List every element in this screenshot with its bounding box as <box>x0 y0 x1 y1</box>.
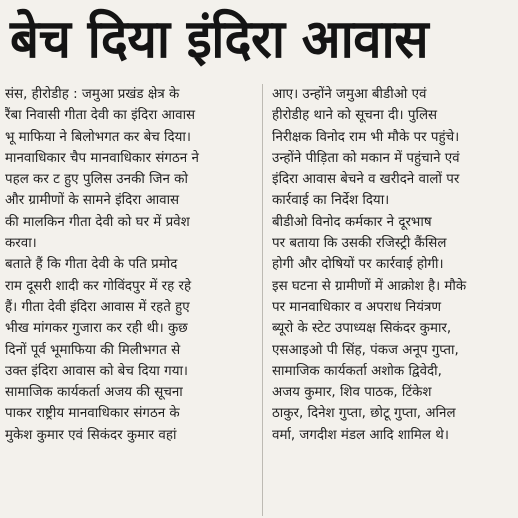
text-line: कार्रवाई का निर्देश दिया। <box>272 193 390 209</box>
text-line: होगी और दोषियों पर कार्रवाई होगी। <box>272 257 444 273</box>
text-line: पर बताया कि उसकी रजिस्ट्री कैंसिल <box>272 236 447 252</box>
text-line: की मालकिन गीता देवी को घर में प्रवेश <box>5 214 190 230</box>
headline: बेच दिया इंदिरा आवास <box>10 9 429 70</box>
text-line: बीडीओ विनोद कर्मकार ने दूरभाष <box>272 214 432 230</box>
text-line: संस, हीरोडीह : जमुआ प्रखंड क्षेत्र के <box>5 87 180 102</box>
text-line: ब्यूरो के स्टेट उपाध्यक्ष सिकंदर कुमार, <box>272 321 452 337</box>
text-line: दिनों पूर्व भूमाफिया की मिलीभगत से <box>5 342 181 358</box>
text-line: पहल कर ट हुए पुलिस उनकी जिन को <box>5 172 188 188</box>
text-line: राम दूसरी शादी कर गोविंदपुर में रह रहे <box>5 278 192 294</box>
text-line: भू माफिया ने बिलोभगत कर बेच दिया। <box>5 129 191 145</box>
text-line: वर्मा, जगदीश मंडल आदि शामिल थे। <box>272 427 449 443</box>
text-line: हैं। गीता देवी इंदिरा आवास में रहते हुए <box>5 299 190 315</box>
text-line: निरीक्षक विनोद राम भी मौके पर पहुंचे। <box>272 129 460 145</box>
text-line: आए। उन्होंने जमुआ बीडीओ एवं <box>272 87 427 102</box>
text-line: पाकर राष्ट्रीय मानवाधिकार संगठन के <box>5 406 180 422</box>
text-line: सामाजिक कार्यकर्ता अजय की सूचना <box>5 385 183 401</box>
text-line: रैंबा निवासी गीता देवी का इंदिरा आवास <box>5 108 196 124</box>
text-line: भीख मांगकर गुजारा कर रही थी। कुछ <box>5 321 188 337</box>
text-line: अजय कुमार, शिव पाठक, टिंकेश <box>272 385 432 401</box>
text-line: ठाकुर, दिनेश गुप्ता, छोटू गुप्ता, अनिल <box>272 406 456 422</box>
text-line: बताते हैं कि गीता देवी के पति प्रमोद <box>5 257 178 273</box>
right-column <box>272 84 514 446</box>
left-column <box>5 84 252 446</box>
text-line: इस घटना से ग्रामीणों में आक्रोश है। मौके <box>272 278 467 294</box>
text-line: हीरोडीह थाने को सूचना दी। पुलिस <box>272 108 438 124</box>
column-divider <box>262 84 263 516</box>
text-line: पर मानवाधिकार व अपराध नियंत्रण <box>272 299 442 315</box>
text-line: उक्त इंदिरा आवास को बेच दिया गया। <box>5 363 188 379</box>
text-line: मुकेश कुमार एवं सिकंदर कुमार वहां <box>5 427 177 443</box>
text-line: सामाजिक कार्यकर्ता अशोक द्विवेदी, <box>272 363 442 379</box>
text-line: एसआइओ पी सिंह, पंकज अनूप गुप्ता, <box>272 342 459 358</box>
text-line: उन्होंने पीड़िता को मकान में पहुंचाने एवं <box>272 150 460 166</box>
text-line: इंदिरा आवास बेचने व खरीदने वालों पर <box>272 172 460 188</box>
text-line: और ग्रामीणों के सामने इंदिरा आवास <box>5 193 180 209</box>
text-line: मानवाधिकार चैप मानवाधिकार संगठन ने <box>5 150 199 166</box>
text-line: करवा। <box>5 236 37 252</box>
